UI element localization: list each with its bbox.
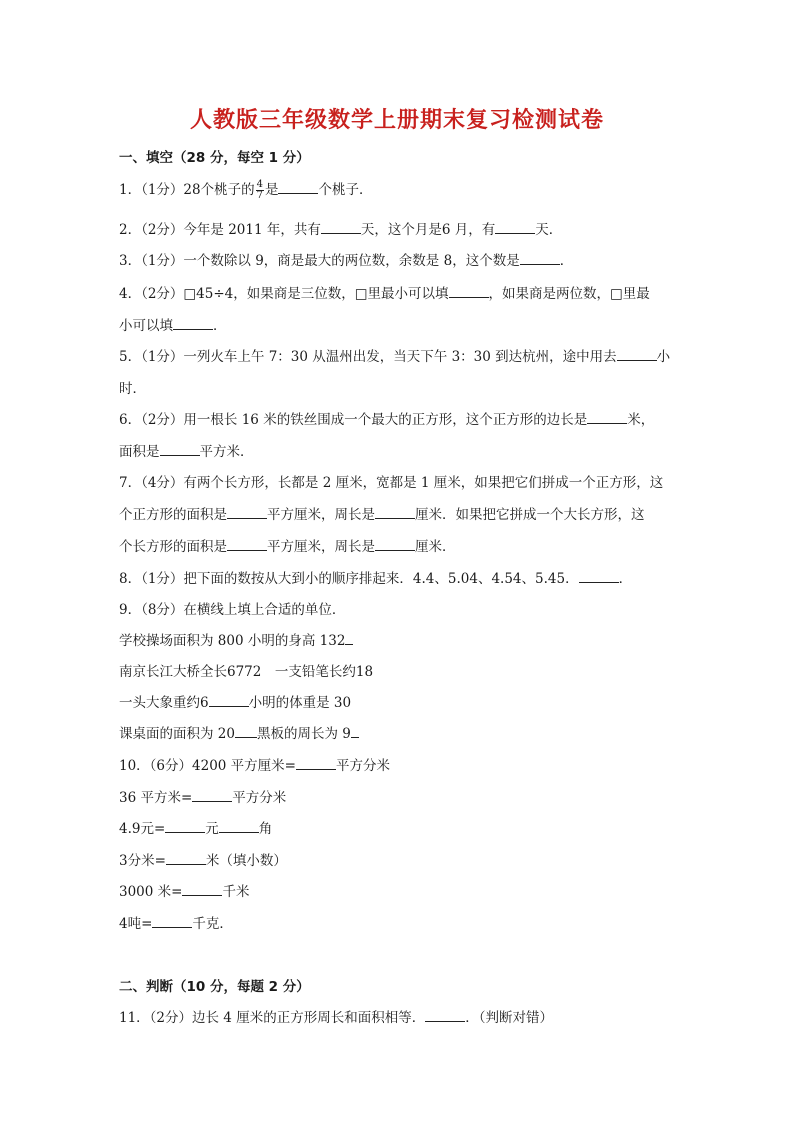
- page-title: 人教版三年级数学上册期末复习检测试卷: [189, 108, 604, 133]
- q9-row3-text-a: 一头大象重约6: [119, 695, 209, 711]
- q6-text-b: 米，: [627, 412, 655, 428]
- answer-blank: [192, 789, 232, 802]
- q10-text-a: 10．（6分）4200 平方厘米=: [119, 758, 296, 774]
- question-9-row-3: [119, 691, 351, 711]
- q6-text-d: 平方米．: [199, 444, 254, 460]
- section-heading-true-false: 二、判断（10 分，每题 2 分）: [119, 979, 310, 995]
- question-6-line-1: [119, 408, 654, 428]
- question-7-line-1: 7．（4分）有两个长方形，长都是 2 厘米，宽都是 1 厘米，如果把它们拼成一个正方形，这: [119, 475, 664, 491]
- answer-blank: [235, 725, 257, 738]
- answer-blank: [345, 632, 353, 645]
- question-4-line-1: [119, 282, 650, 302]
- q4-text-a: 4．（2分）□45÷4，如果商是三位数，□里最小可以填: [119, 286, 449, 302]
- q8-text-a: 8．（1分）把下面的数按从大到小的顺序排起来．4.4、5.04、4.54、5.45．: [119, 571, 579, 587]
- q11-text-b: ．（判断对错）: [465, 1010, 553, 1026]
- q8-text-b: ．: [618, 571, 633, 587]
- q7-text-b: 个正方形的面积是: [119, 507, 227, 523]
- answer-blank: [278, 181, 318, 194]
- answer-blank: [617, 348, 657, 361]
- fraction: [256, 180, 264, 201]
- question-10-row-5: [119, 880, 249, 900]
- q9-row4-text-b: 黑板的周长为 9: [256, 726, 351, 742]
- q10-text-i: 米（填小数）: [205, 853, 287, 869]
- q6-text-c: 面积是: [119, 444, 160, 460]
- answer-blank: [152, 915, 192, 928]
- q10-text-g: 角: [258, 821, 273, 837]
- question-10-row-2: [119, 786, 286, 806]
- question-11: [119, 1006, 553, 1026]
- question-7-line-3: [119, 535, 456, 555]
- question-3: [119, 249, 573, 269]
- q1-text-b: 是: [264, 182, 279, 198]
- answer-blank: [165, 820, 205, 833]
- question-9-row-1: [119, 629, 353, 649]
- answer-blank: [182, 883, 222, 896]
- question-6-line-2: [119, 440, 254, 460]
- q3-text-a: 3．（1分）一个数除以 9，商是最大的两位数，余数是 8，这个数是: [119, 253, 520, 269]
- question-10-row-1: [119, 754, 390, 774]
- answer-blank: [209, 694, 249, 707]
- q10-text-h: 3分米=: [119, 853, 166, 869]
- question-1: [119, 178, 372, 201]
- q9-row1-text: 学校操场面积为 800 小明的身高 132: [119, 633, 346, 649]
- q4-text-b: ，如果商是两位数，□里最: [488, 286, 650, 302]
- answer-blank: [166, 852, 206, 865]
- q10-text-d: 平方分米: [232, 790, 287, 806]
- q10-text-c: 36 平方米=: [119, 790, 193, 806]
- q9-row4-text-a: 课桌面的面积为 20: [119, 726, 235, 742]
- answer-blank: [579, 570, 619, 583]
- answer-blank: [227, 506, 267, 519]
- fraction-numerator: 4: [256, 179, 263, 190]
- q10-text-e: 4.9元=: [119, 821, 166, 837]
- q6-text-a: 6．（2分）用一根长 16 米的铁丝围成一个最大的正方形，这个正方形的边长是: [119, 412, 588, 428]
- question-9-row-2: 南京长江大桥全长6772 一支铅笔长约18: [119, 664, 374, 680]
- q10-text-l: 4吨=: [119, 916, 153, 932]
- q3-text-b: ．: [559, 253, 574, 269]
- question-2: [119, 218, 562, 238]
- answer-blank: [219, 820, 259, 833]
- question-10-row-4: [119, 849, 287, 869]
- q2-text-c: 天．: [535, 222, 563, 238]
- q10-text-m: 千克．: [192, 916, 233, 932]
- section-heading-fill-blanks: 一、填空（28 分，每空 1 分）: [119, 150, 310, 166]
- q7-text-c: 平方厘米，周长是: [267, 507, 375, 523]
- question-10-row-6: [119, 912, 233, 932]
- answer-blank: [227, 538, 267, 551]
- answer-blank: [375, 538, 415, 551]
- question-4-line-2: [119, 314, 227, 334]
- answer-blank: [321, 221, 361, 234]
- q10-text-j: 3000 米=: [119, 884, 183, 900]
- question-5-line-2: 时．: [119, 381, 146, 397]
- fraction-denominator: 7: [256, 190, 263, 201]
- q9-row3-text-b: 小明的体重是 30: [248, 695, 352, 711]
- q7-text-e: 个长方形的面积是: [119, 539, 227, 555]
- answer-blank: [351, 725, 359, 738]
- q10-text-k: 千米: [222, 884, 250, 900]
- answer-blank: [520, 252, 560, 265]
- answer-blank: [173, 317, 213, 330]
- question-7-line-2: [119, 503, 645, 523]
- q10-text-f: 元: [205, 821, 219, 837]
- q5-text-b: 小: [656, 349, 671, 365]
- question-5-line-1: [119, 345, 670, 365]
- q7-text-f: 平方厘米，周长是: [267, 539, 375, 555]
- q5-text-a: 5．（1分）一列火车上午 7：30 从温州出发，当天下午 3：30 到达杭州，途中用去: [119, 349, 617, 365]
- question-9-row-4: [119, 722, 359, 742]
- answer-blank: [587, 411, 627, 424]
- question-9-title: 9．（8分）在横线上填上合适的单位．: [119, 602, 346, 618]
- answer-blank: [425, 1009, 465, 1022]
- q7-text-g: 厘米．: [415, 539, 456, 555]
- q1-text-c: 个桃子．: [318, 182, 373, 198]
- answer-blank: [375, 506, 415, 519]
- answer-blank: [296, 757, 336, 770]
- q10-text-b: 平方分米: [335, 758, 390, 774]
- answer-blank: [160, 443, 200, 456]
- question-10-row-3: [119, 817, 272, 837]
- q2-text-a: 2．（2分）今年是 2011 年，共有: [119, 222, 321, 238]
- answer-blank: [495, 221, 535, 234]
- q4-text-c: 小可以填: [119, 318, 173, 334]
- q1-text-a: 1．（1分）28个桃子的: [119, 182, 255, 198]
- q11-text-a: 11．（2分）边长 4 厘米的正方形周长和面积相等．: [119, 1010, 426, 1026]
- answer-blank: [449, 285, 489, 298]
- q2-text-b: 天，这个月是6 月，有: [360, 222, 496, 238]
- q7-text-d: 厘米．如果把它拼成一个大长方形，这: [415, 507, 645, 523]
- q4-text-d: ．: [213, 318, 227, 334]
- question-8: [119, 567, 632, 587]
